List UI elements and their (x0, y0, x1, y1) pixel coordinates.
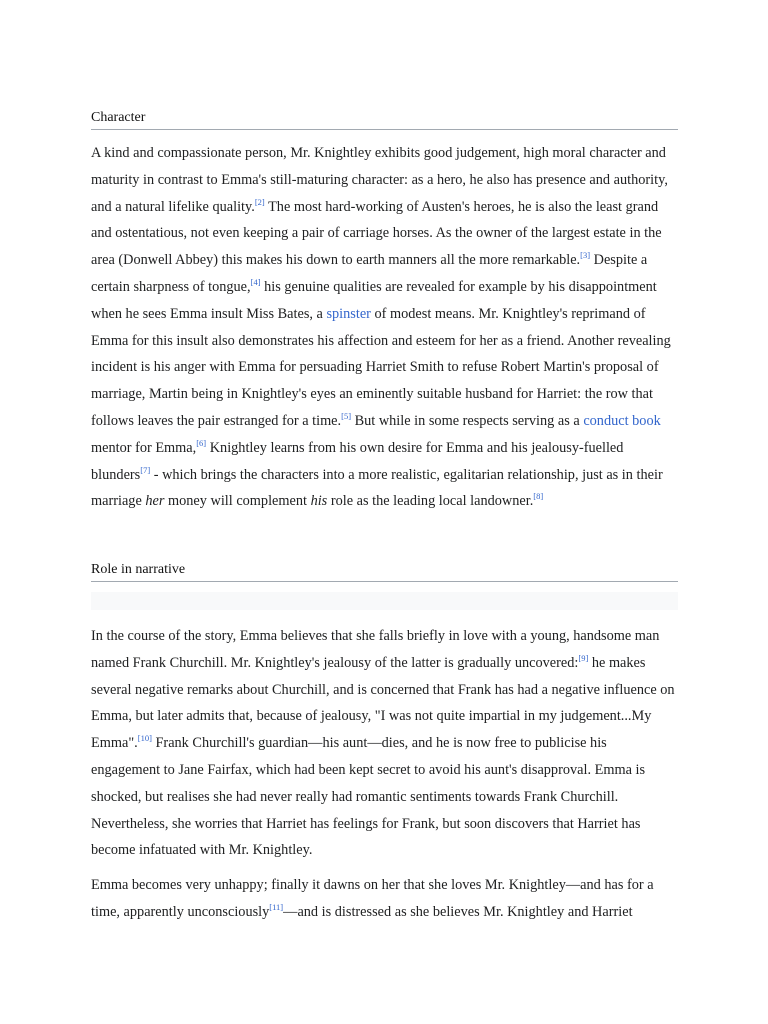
paragraph-text: mentor for Emma, (91, 439, 197, 456)
section-heading-character: Character (91, 109, 678, 130)
paragraph-text: his genuine qualities are revealed for example by his disappointment when he sees Emma insult Miss Bates, a (91, 278, 657, 322)
figure-placeholder (91, 592, 678, 610)
section-heading-role-in-narrative: Role in narrative (91, 561, 678, 582)
paragraph-text: role as the leading local landowner. (327, 493, 534, 510)
paragraph-narrative-1 (91, 623, 678, 864)
paragraph-text: But while in some respects serving as a (351, 412, 584, 429)
paragraph-text: Frank Churchill's guardian—his aunt—dies, and he is now free to publicise his engagement to Jane Fairfax, which had been kept secret to avoid his aunt's disapproval. Emma is shocked, but realises she had never really had romantic sentiments towards Frank Churchill. Nevertheless, she worries that Harriet has feelings for Frank, but soon discovers that Harriet has become infatuated with Mr. Knightley. (91, 735, 646, 859)
paragraph-narrative-2 (91, 872, 678, 926)
citation-link[interactable]: [9] (578, 653, 589, 664)
paragraph-text: —and is distressed as she believes Mr. Knightley and Harriet (283, 903, 633, 920)
paragraph-text: A kind and compassionate person, Mr. Knightley exhibits good judgement, high moral character and maturity in contrast to Emma's still-maturing character: as a hero, he also has presence and authority, and a natural lifelike quality. (91, 145, 668, 215)
citation-link[interactable]: [8] (533, 491, 544, 502)
paragraph-text: Knightley learns from his own desire for Emma and his jealousy-fuelled blunders (91, 439, 624, 483)
citation-link[interactable]: [11] (269, 902, 284, 913)
paragraph-text: In the course of the story, Emma believes that she falls briefly in love with a young, handsome man named Frank Churchill. Mr. Knightley's jealousy of the latter is gradually uncovered: (91, 628, 660, 671)
citation-link[interactable]: [7] (140, 464, 151, 475)
citation-link[interactable]: [10] (137, 733, 152, 744)
link-conduct-book[interactable]: conduct book (583, 412, 661, 429)
citation-link[interactable]: [6] (196, 438, 207, 448)
citation-link[interactable]: [3] (580, 250, 591, 261)
citation-link[interactable]: [2] (254, 196, 265, 207)
citation-link[interactable]: [5] (341, 411, 352, 422)
paragraph-text: Despite a certain sharpness of tongue, (91, 252, 648, 295)
paragraph-character (91, 140, 678, 515)
paragraph-text: he makes several negative remarks about Churchill, and is concerned that Frank has had a negative influence on Emma, but later admits that, because of jealousy, "I was not quite impartial in my judgement...My Emma". (91, 654, 675, 752)
emphasis-text: his (310, 493, 328, 510)
citation-link[interactable]: [4] (250, 277, 261, 288)
paragraph-text: of modest means. Mr. Knightley's reprimand of Emma for this insult also demonstrates his affection and esteem for her as a friend. Another revealing incident is his anger with Emma for persuading Harriet Smith to refuse Robert Martin's proposal of marriage, Martin being in Knightley's eyes an eminently suitable husband for Harriet: the row that follows leaves the pair estranged for a time. (91, 305, 671, 429)
paragraph-text: money will complement (164, 493, 311, 510)
emphasis-text: her (145, 493, 165, 510)
paragraph-text: The most hard-working of Austen's heroes, he is also the least grand and ostentatious, not even keeping a pair of carriage horses. As the owner of the largest estate in the area (Donwell Abbey) this makes his down to earth manners all the more remarkable. (91, 198, 662, 269)
paragraph-text: Emma becomes very unhappy; finally it dawns on her that she loves Mr. Knightley—and has for a time, apparently unconsciously (91, 877, 654, 920)
paragraph-text: - which brings the characters into a more realistic, egalitarian relationship, just as in their marriage (91, 466, 663, 510)
link-spinster[interactable]: spinster (326, 305, 371, 322)
